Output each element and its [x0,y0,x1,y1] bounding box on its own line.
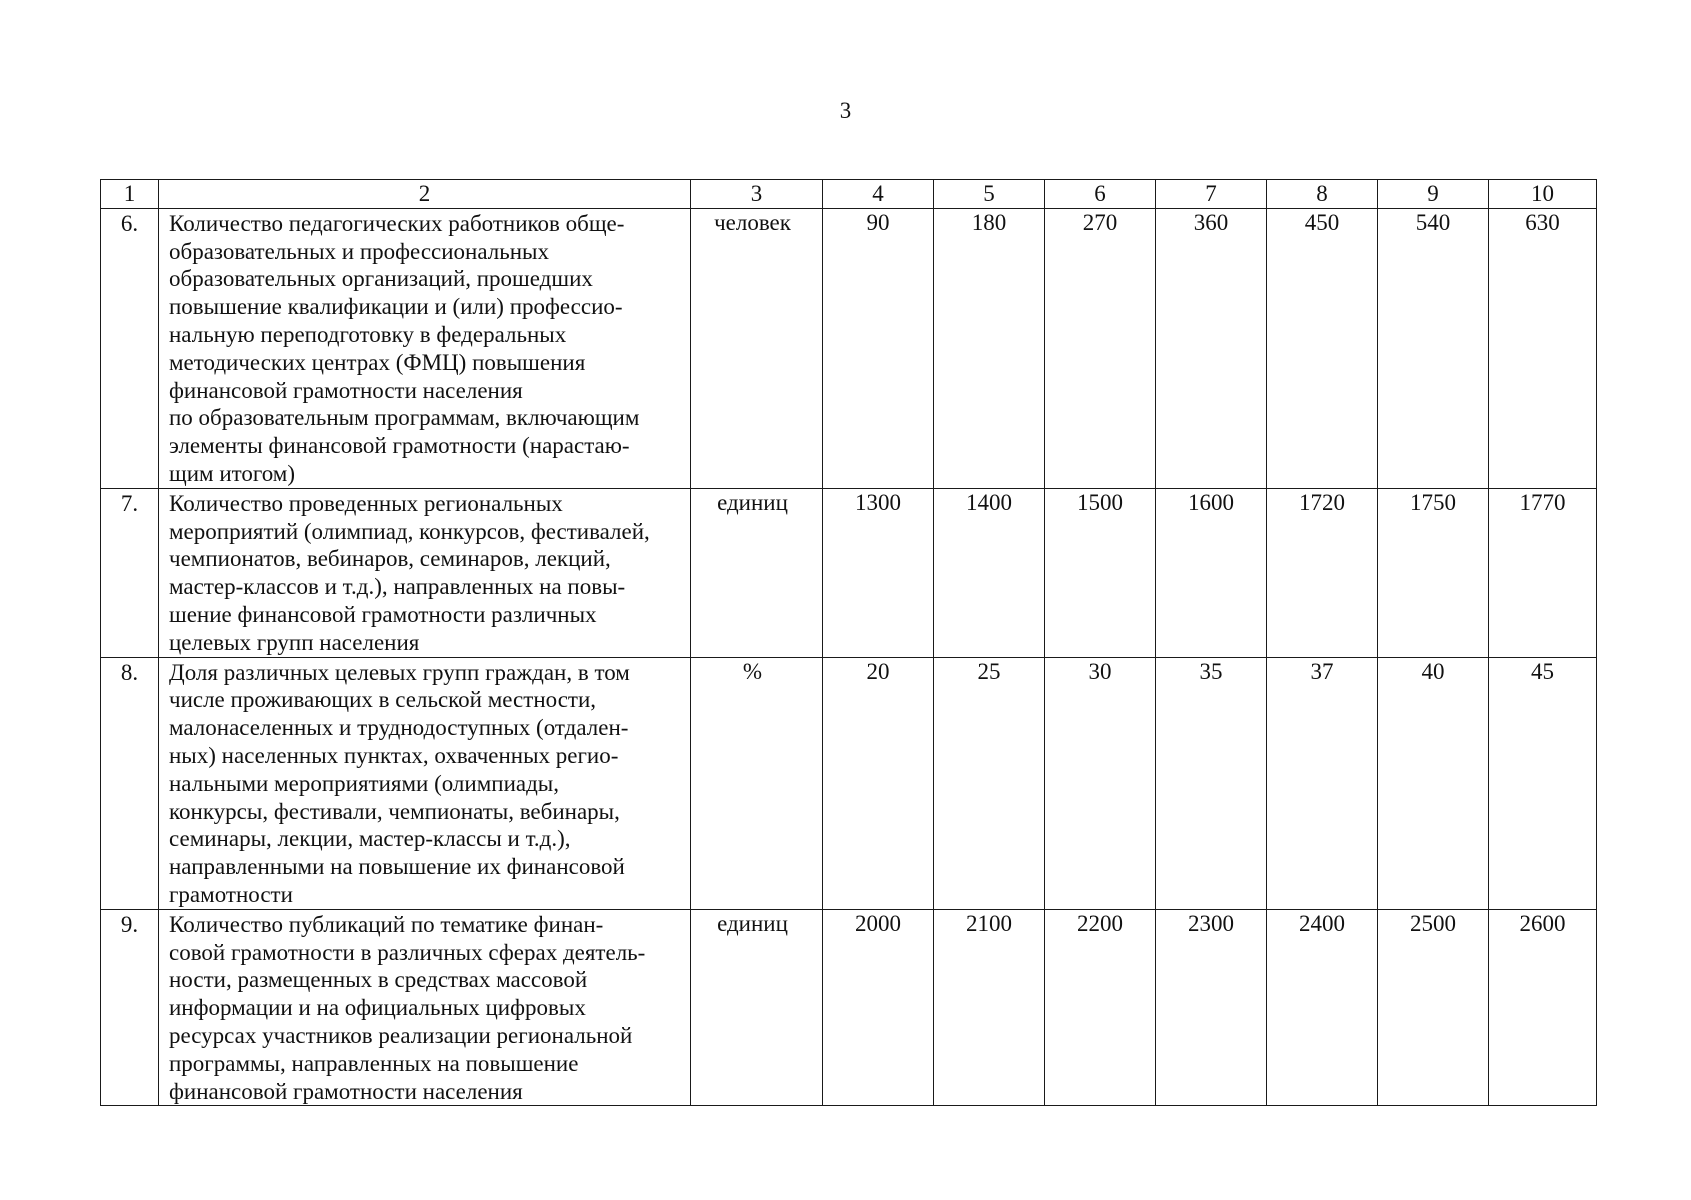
column-number: 2 [159,180,691,209]
indicator-description: Количество публикаций по тематике финан- совой грамотности в различных сферах деятель- ности, размещенных в средствах массовой информации и на официальных цифровых ресурсах участников реализации региональной программы, направленных на повышение финансовой грамотности населения [159,909,691,1106]
value-cell: 540 [1378,208,1489,488]
unit-of-measure: единиц [691,488,823,657]
value-cell: 2200 [1045,909,1156,1106]
unit-of-measure: человек [691,208,823,488]
value-cell: 45 [1489,657,1597,909]
table-row [101,488,1597,657]
column-number: 4 [823,180,934,209]
table-row [101,909,1597,1106]
column-number: 3 [691,180,823,209]
row-number: 7. [101,488,159,657]
value-cell: 2400 [1267,909,1378,1106]
value-cell: 35 [1156,657,1267,909]
value-cell: 1720 [1267,488,1378,657]
table-row [101,208,1597,488]
indicators-table [100,179,1597,1106]
value-cell: 1770 [1489,488,1597,657]
table-body [101,180,1597,1106]
value-cell: 40 [1378,657,1489,909]
value-cell: 90 [823,208,934,488]
indicator-description: Доля различных целевых групп граждан, в том числе проживающих в сельской местности, малонаселенных и труднодоступных (отдален- ных) населенных пунктах, охваченных регио- нальными мероприятиями (олимпиады, конкурсы, фестивали, чемпионаты, вебинары, семинары, лекции, мастер-классы и т.д.), направленными на повышение их финансовой грамотности [159,657,691,909]
column-number: 6 [1045,180,1156,209]
column-number: 1 [101,180,159,209]
value-cell: 1500 [1045,488,1156,657]
unit-of-measure: % [691,657,823,909]
value-cell: 1750 [1378,488,1489,657]
value-cell: 20 [823,657,934,909]
page-number: 3 [839,98,852,123]
value-cell: 25 [934,657,1045,909]
value-cell: 630 [1489,208,1597,488]
column-number: 10 [1489,180,1597,209]
column-number: 7 [1156,180,1267,209]
unit-of-measure: единиц [691,909,823,1106]
table-row [101,657,1597,909]
value-cell: 2500 [1378,909,1489,1106]
value-cell: 1300 [823,488,934,657]
value-cell: 450 [1267,208,1378,488]
value-cell: 2300 [1156,909,1267,1106]
value-cell: 2000 [823,909,934,1106]
value-cell: 37 [1267,657,1378,909]
indicator-description: Количество проведенных региональных мероприятий (олимпиад, конкурсов, фестивалей, чемпионатов, вебинаров, семинаров, лекций, мастер-классов и т.д.), направленных на повы- шение финансовой грамотности различных целевых групп населения [159,488,691,657]
row-number: 9. [101,909,159,1106]
value-cell: 2100 [934,909,1045,1106]
indicator-description: Количество педагогических работников обще- образовательных и профессиональных образовательных организаций, прошедших повышение квалификации и (или) профессио- нальную переподготовку в федеральных методических центрах (ФМЦ) повышения финансовой грамотности населения по образовательным программам, включающим элементы финансовой грамотности (нарастаю- щим итогом) [159,208,691,488]
value-cell: 360 [1156,208,1267,488]
column-number-row [101,180,1597,209]
column-number: 5 [934,180,1045,209]
column-number: 8 [1267,180,1378,209]
value-cell: 1600 [1156,488,1267,657]
value-cell: 180 [934,208,1045,488]
value-cell: 30 [1045,657,1156,909]
value-cell: 2600 [1489,909,1597,1106]
value-cell: 270 [1045,208,1156,488]
row-number: 6. [101,208,159,488]
row-number: 8. [101,657,159,909]
value-cell: 1400 [934,488,1045,657]
column-number: 9 [1378,180,1489,209]
